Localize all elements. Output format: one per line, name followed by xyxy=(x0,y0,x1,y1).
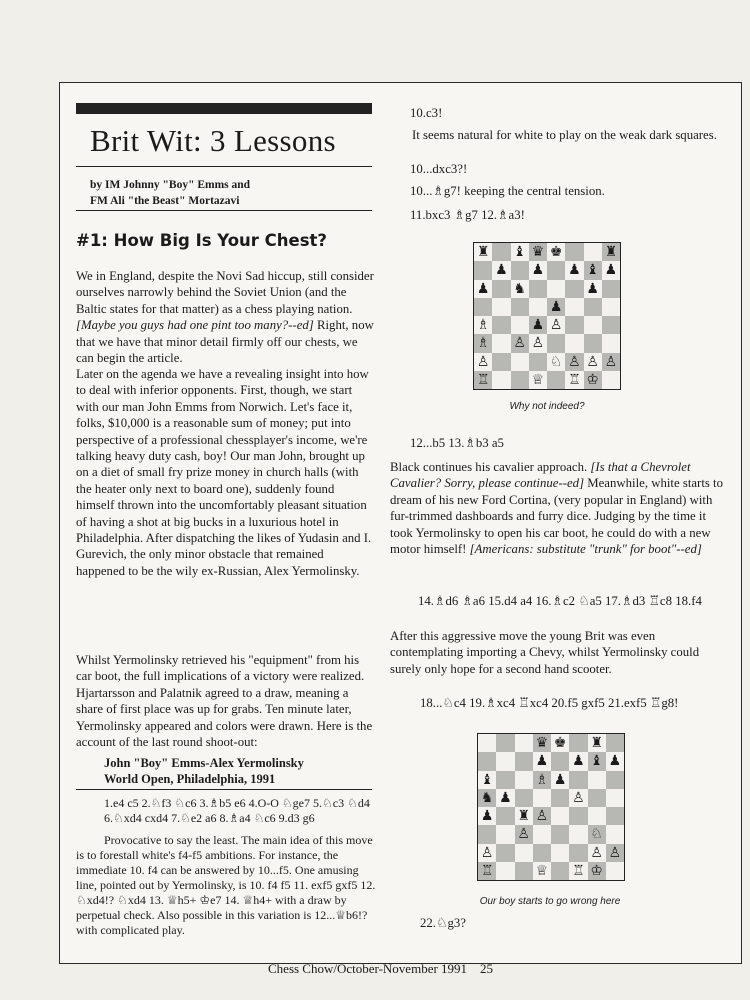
board-square: ♙ xyxy=(565,353,583,371)
board-square xyxy=(547,280,565,298)
board-square xyxy=(515,862,533,880)
board-square: ♟ xyxy=(492,261,510,279)
board-square xyxy=(551,825,569,843)
move-22: 22.♘g3? xyxy=(420,916,466,930)
board-square: ♟ xyxy=(584,280,602,298)
board-square xyxy=(511,316,529,334)
board-square: ♝ xyxy=(511,243,529,261)
board-square xyxy=(515,752,533,770)
board-square: ♙ xyxy=(602,353,620,371)
board-square xyxy=(569,844,587,862)
board-square xyxy=(551,807,569,825)
board-square xyxy=(584,298,602,316)
byline-rule xyxy=(76,210,372,211)
board-square: ♟ xyxy=(474,280,492,298)
board-square: ♗ xyxy=(474,334,492,352)
board-square: ♞ xyxy=(478,789,496,807)
board-square xyxy=(478,734,496,752)
editor-note-2: [Is that a Chevrolet Cavalier? Sorry, please continue--ed] xyxy=(390,460,691,491)
board-square xyxy=(584,334,602,352)
board-square xyxy=(529,353,547,371)
move-12: 12...b5 13.♗b3 a5 xyxy=(410,436,504,450)
editor-note-3: [Americans: substitute "trunk" for boot"--ed] xyxy=(469,542,702,557)
board-square xyxy=(569,825,587,843)
board-square: ♜ xyxy=(588,734,606,752)
board-square: ♙ xyxy=(533,807,551,825)
board-square xyxy=(606,807,624,825)
board-square: ♜ xyxy=(602,243,620,261)
board-square xyxy=(584,243,602,261)
board-square: ♟ xyxy=(606,752,624,770)
move-14 xyxy=(418,593,736,609)
board-square xyxy=(496,752,514,770)
board-square xyxy=(511,261,529,279)
board-square xyxy=(569,771,587,789)
title-rule xyxy=(76,166,372,167)
board-square: ♟ xyxy=(478,807,496,825)
move-10: 10.c3! xyxy=(410,106,443,120)
board-square xyxy=(511,298,529,316)
board-square xyxy=(551,789,569,807)
board-square xyxy=(492,334,510,352)
board-caption-1: Why not indeed? xyxy=(509,401,585,412)
board-square: ♛ xyxy=(529,243,547,261)
board-square: ♟ xyxy=(529,261,547,279)
paragraph-analysis: Provocative to say the least. The main idea of this move is to forestall white's f4-f5 ambitions. For instance, the immediate 10. f4 can be answered by 10...f5. One amusing line, pointed out by Yermolinsky, is 10. f4 f5 11. exf5 gxf5 12. ♘xd4!? ♘xd4 13. ♕h5+ ♔e7 14. ♕h4+ with a draw by perpetual check. Also possible in this variation is 12...♕b6!? with complicated play. xyxy=(76,833,376,937)
board-caption-2: Our boy starts to go wrong here xyxy=(479,896,621,907)
editor-note-1: [Maybe you guys had one pint too many?--ed] xyxy=(76,318,314,333)
board-square xyxy=(515,789,533,807)
board-square xyxy=(606,825,624,843)
board-square xyxy=(474,298,492,316)
board-square xyxy=(496,807,514,825)
board-square xyxy=(533,789,551,807)
board-square: ♘ xyxy=(588,825,606,843)
board-square xyxy=(606,862,624,880)
board-square: ♖ xyxy=(478,862,496,880)
board-square: ♚ xyxy=(551,734,569,752)
board-square: ♙ xyxy=(474,353,492,371)
board-square xyxy=(492,280,510,298)
board-square xyxy=(588,789,606,807)
board-square xyxy=(602,371,620,389)
board-square: ♖ xyxy=(565,371,583,389)
page-frame xyxy=(59,82,742,964)
board-square xyxy=(492,353,510,371)
board-square: ♟ xyxy=(569,752,587,770)
board-square: ♕ xyxy=(529,371,547,389)
board-square: ♘ xyxy=(547,353,565,371)
board-square xyxy=(569,734,587,752)
board-square xyxy=(602,280,620,298)
board-square xyxy=(496,734,514,752)
cavalier-text-c: Meanwhile, white starts to dream of his new Ford Cortina, (very popular in England) with fur-trimmed dashboards and furry dice. Judging by the time it took Yermolinsky to open his car boot, he could do with a new motor himself! xyxy=(390,476,724,557)
move-14-text: 14.♗d6 ♗a6 15.d4 a4 16.♗c2 ♘a5 17.♗d3 ♖c8 18.f4 xyxy=(418,594,702,608)
board-square xyxy=(533,825,551,843)
board-square: ♞ xyxy=(511,280,529,298)
game-rule xyxy=(76,789,372,790)
board-square xyxy=(569,807,587,825)
chess-board-1 xyxy=(473,242,621,390)
paragraph-intro xyxy=(76,268,374,366)
board-square: ♖ xyxy=(569,862,587,880)
board-square xyxy=(551,752,569,770)
board-square: ♙ xyxy=(529,334,547,352)
board-square xyxy=(529,298,547,316)
board-square: ♙ xyxy=(606,844,624,862)
board-square: ♙ xyxy=(515,825,533,843)
board-square xyxy=(478,825,496,843)
board-square xyxy=(496,771,514,789)
board-square xyxy=(492,316,510,334)
board-square xyxy=(547,371,565,389)
board-square: ♟ xyxy=(602,261,620,279)
opening-moves: 1.e4 c5 2.♘f3 ♘c6 3.♗b5 e6 4.O-O ♘ge7 5.♘c3 ♘d4 6.♘xd4 cxd4 7.♘e2 a6 8.♗a4 ♘c6 9.d3 g6 xyxy=(104,796,370,825)
article-title: Brit Wit: 3 Lessons xyxy=(90,123,336,158)
section-heading: #1: How Big Is Your Chest? xyxy=(76,231,327,250)
board-square xyxy=(547,261,565,279)
board-square xyxy=(547,334,565,352)
board-square xyxy=(515,771,533,789)
board-square: ♗ xyxy=(474,316,492,334)
board-square xyxy=(551,844,569,862)
board-square xyxy=(602,334,620,352)
board-square: ♜ xyxy=(474,243,492,261)
board-square xyxy=(492,298,510,316)
board-square xyxy=(533,844,551,862)
game-header xyxy=(104,755,304,787)
board-square xyxy=(496,862,514,880)
board-square: ♙ xyxy=(511,334,529,352)
cavalier-text-a: Black continues his cavalier approach. xyxy=(390,460,591,474)
page-footer: Chess Chow/October-November 1991 25 xyxy=(268,961,494,976)
byline xyxy=(90,177,250,209)
board-square xyxy=(551,862,569,880)
move-10-black: 10...dxc3?! xyxy=(410,162,468,176)
move-18: 18...♘c4 19.♗xc4 ♖xc4 20.f5 gxf5 21.exf5 ♖g8! xyxy=(420,696,679,710)
board-square: ♙ xyxy=(569,789,587,807)
board-square xyxy=(478,752,496,770)
board-square: ♙ xyxy=(478,844,496,862)
board-square xyxy=(606,734,624,752)
board-square: ♝ xyxy=(478,771,496,789)
board-square: ♚ xyxy=(547,243,565,261)
board-square: ♙ xyxy=(547,316,565,334)
board-square: ♙ xyxy=(584,353,602,371)
game-players: John "Boy" Emms-Alex Yermolinsky xyxy=(104,756,304,770)
chess-board-2 xyxy=(477,733,625,881)
board-square xyxy=(492,243,510,261)
intro-text-c: Right, now that we have that minor detail firmly off our chests, we can begin the article. xyxy=(76,318,374,366)
board-square: ♜ xyxy=(515,807,533,825)
game-event: World Open, Philadelphia, 1991 xyxy=(104,772,276,786)
board-square: ♟ xyxy=(551,771,569,789)
board-square xyxy=(588,807,606,825)
board-square: ♔ xyxy=(584,371,602,389)
board-square xyxy=(606,789,624,807)
board-square: ♝ xyxy=(588,752,606,770)
title-bar xyxy=(76,103,372,114)
board-square xyxy=(474,261,492,279)
board-square xyxy=(565,334,583,352)
board-square xyxy=(515,734,533,752)
byline-line-2: FM Ali "the Beast" Mortazavi xyxy=(90,195,240,207)
paragraph-chevy: After this aggressive move the young Brit was even contemplating importing a Chevy, whilst Yermolinsky could surely only hope for a second hand scooter. xyxy=(390,629,700,676)
board-square xyxy=(606,771,624,789)
board-square xyxy=(565,316,583,334)
board-square xyxy=(602,316,620,334)
board-square xyxy=(565,243,583,261)
board-square xyxy=(565,298,583,316)
board-square: ♙ xyxy=(588,844,606,862)
board-square: ♟ xyxy=(565,261,583,279)
board-square xyxy=(529,280,547,298)
board-square: ♔ xyxy=(588,862,606,880)
board-square: ♟ xyxy=(529,316,547,334)
paragraph-cavalier xyxy=(390,459,726,557)
intro-text-a: We in England, despite the Novi Sad hiccup, still consider ourselves narrowly behind the Soviet Union (and the Baltic states for that matter) as a chess playing nation. xyxy=(76,269,374,316)
paragraph-shootout: Whilst Yermolinsky retrieved his "equipment" from his car boot, the full implications of a victory were realized. Hjartarsson and Palatnik agreed to a draw, meaning a share of first place was up for grabs. Ten minute later, Yermolinsky appeared and colors were drawn. Here is the account of the last round shoot-out: xyxy=(76,653,373,750)
paragraph-story: Later on the agenda we have a revealing insight into how to deal with inferior opponents. First, though, we start with our man John Emms from Norwich. Let's face it, folks, $10,000 is a reasonable sum of money; put into perspective of a professional chessplayer's income, we're talking heavy duty cash, boy! Our man John, brought up on a diet of small fry prize money in church halls (with the heater only next to board one), suddenly found himself thrown into the uncomfortably pleasant situation of having a shot at big bucks in a luxurious hotel in Philadelphia. After dispatching the likes of Yudasin and I. Gurevich, the only minor obstacle that remained happened to be the wily ex-Russian, Alex Yermolinsky. xyxy=(76,367,372,578)
board-square xyxy=(492,371,510,389)
move-11: 11.bxc3 ♗g7 12.♗a3! xyxy=(410,208,525,222)
board-square: ♟ xyxy=(547,298,565,316)
board-square xyxy=(496,825,514,843)
board-square: ♝ xyxy=(584,261,602,279)
board-square xyxy=(515,844,533,862)
move-10-alt: 10...♗g7! keeping the central tension. xyxy=(410,184,605,198)
board-square: ♗ xyxy=(533,771,551,789)
board-square xyxy=(496,844,514,862)
board-square xyxy=(511,371,529,389)
comment-10: It seems natural for white to play on the weak dark squares. xyxy=(412,128,717,142)
board-square: ♟ xyxy=(533,752,551,770)
board-square xyxy=(588,771,606,789)
board-square xyxy=(565,280,583,298)
board-square xyxy=(602,298,620,316)
board-square xyxy=(584,316,602,334)
board-square: ♟ xyxy=(496,789,514,807)
board-square: ♛ xyxy=(533,734,551,752)
byline-line-1: by IM Johnny "Boy" Emms and xyxy=(90,179,251,191)
board-square: ♕ xyxy=(533,862,551,880)
board-square: ♖ xyxy=(474,371,492,389)
board-square xyxy=(511,353,529,371)
